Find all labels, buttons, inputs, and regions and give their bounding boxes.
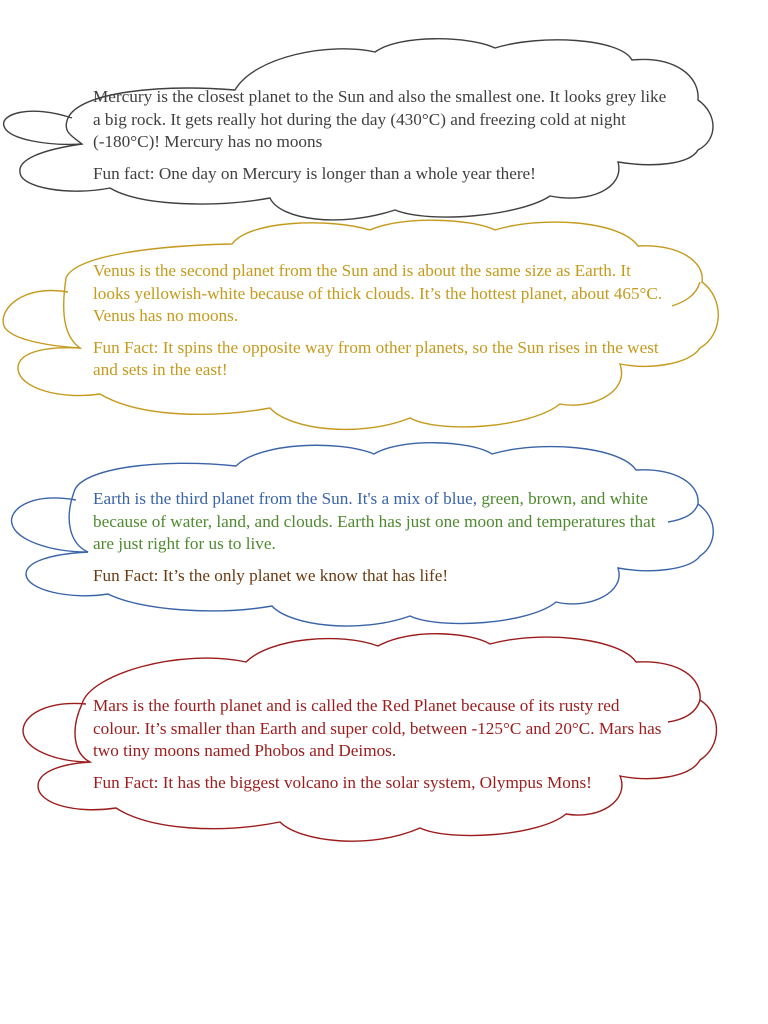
mars-fun-fact: Fun Fact: It has the biggest volcano in the solar system, Olympus Mons!: [93, 772, 592, 792]
mercury-description: Mercury is the closest planet to the Sun and also the smallest one. It looks grey like a big rock. It gets really hot during the day (430°C) and freezing cold at night (-180°C)! Mercury has no moons: [93, 87, 667, 152]
mars-cloud: [0, 630, 768, 855]
earth-description-green-part: green, brown, and white because of water, land, and clouds. Earth has just one moon and temperatures that are just right for us to live.: [93, 489, 656, 554]
earth-description: [93, 488, 668, 556]
mercury-cloud: [0, 38, 768, 223]
venus-cloud: [0, 218, 768, 438]
mercury-fun-fact: Fun fact: One day on Mercury is longer than a whole year there!: [93, 163, 536, 183]
earth-description-blue-part: Earth is the third planet from the Sun. It's a mix of blue,: [93, 489, 482, 508]
earth-cloud: [0, 440, 768, 630]
mercury-text-block: [93, 86, 668, 185]
earth-fun-fact: Fun Fact: It’s the only planet we know that has life!: [93, 565, 449, 585]
venus-text-block: [93, 260, 668, 382]
venus-fun-fact: Fun Fact: It spins the opposite way from other planets, so the Sun rises in the west and sets in the east!: [93, 337, 659, 380]
mars-text-block: [93, 695, 668, 794]
mars-description: Mars is the fourth planet and is called the Red Planet because of its rusty red colour. It’s smaller than Earth and super cold, between -125°C and 20°C. Mars has two tiny moons named Phobos and Deimos.: [93, 696, 662, 761]
venus-description: Venus is the second planet from the Sun and is about the same size as Earth. It looks yellowish-white because of thick clouds. It’s the hottest planet, about 465°C. Venus has no moons.: [93, 261, 663, 326]
earth-text-block: [93, 488, 668, 587]
